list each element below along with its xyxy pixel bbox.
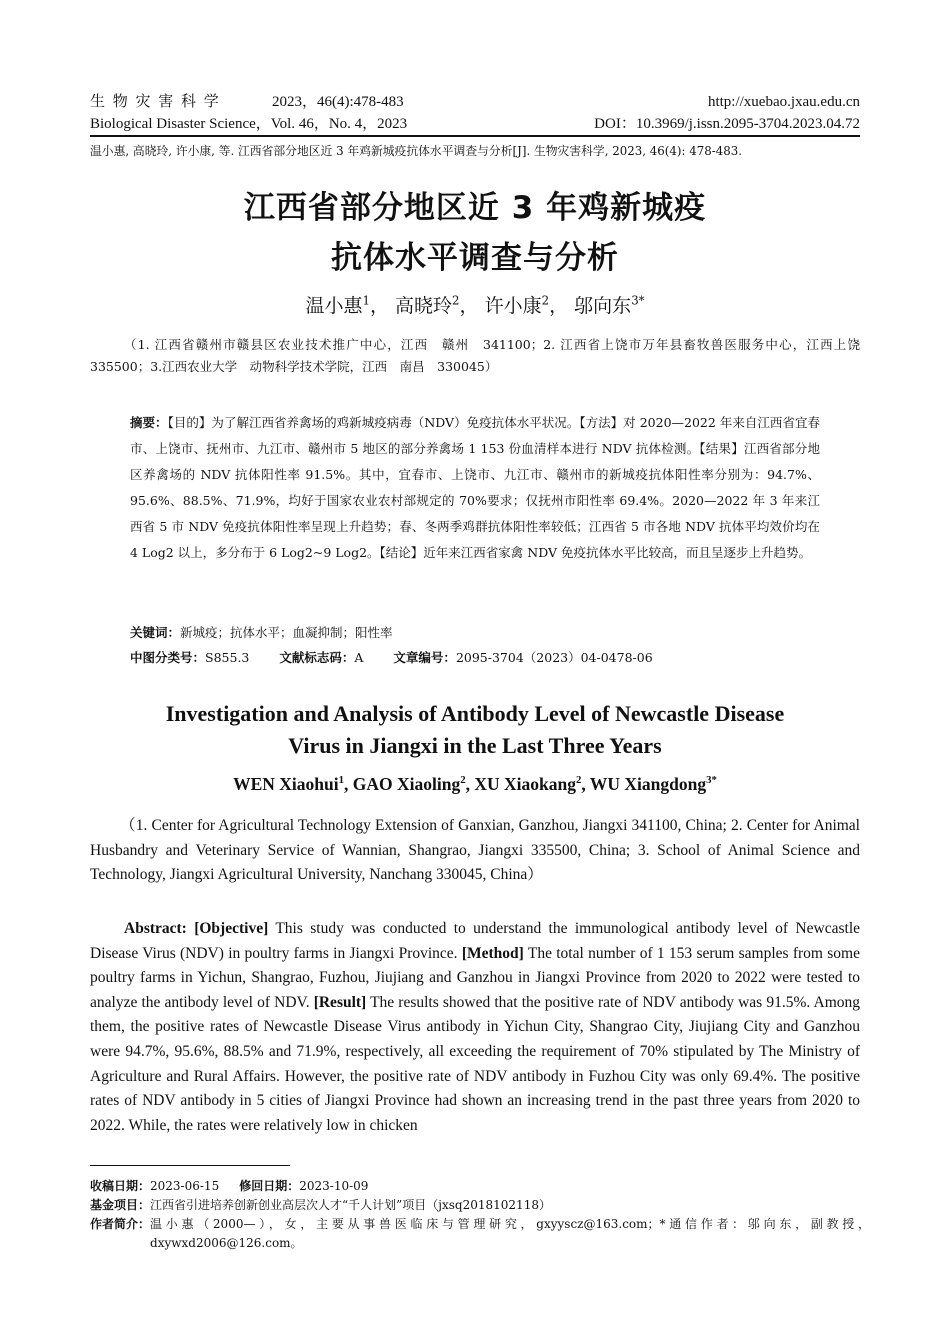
doi[interactable]: DOI：10.3969/j.issn.2095-3704.2023.04.72 xyxy=(594,116,860,132)
author-cn: 高晓玲$^2$， xyxy=(395,293,479,317)
article-no-value: 2095-3704（2023）04-0478-06 xyxy=(455,650,653,665)
objective-text: This study was conducted to understand the immunological antibody level of Newcastle Disease Virus (NDV) in poultry farms in Jiangxi Province. xyxy=(90,920,861,962)
abstract-en xyxy=(90,917,860,1138)
journal-name-en: Biological Disaster Science，Vol. 46，No. 4，2023 xyxy=(90,116,408,132)
author-en: WU Xiangdong$^{3*}$ xyxy=(589,774,717,794)
fund-line xyxy=(90,1196,870,1215)
journal-name-cn: 生 物 灾 害 科 学 xyxy=(90,94,221,110)
author-en: WEN Xiaohui$^1$, xyxy=(233,774,353,794)
author-cn: 许小康$^2$， xyxy=(484,293,569,317)
doc-code-label: 文献标志码： xyxy=(279,650,355,665)
authors-cn xyxy=(0,291,950,318)
dates-line xyxy=(90,1177,870,1196)
article-no-label: 文章编号： xyxy=(393,650,456,665)
title-en-line1: Investigation and Analysis of Antibody Level of Newcastle Disease xyxy=(165,701,785,726)
author-en: GAO Xiaoling$^2$, xyxy=(352,774,475,794)
affiliations-cn: （1. 江西省赣州市赣县区农业技术推广中心，江西 赣州 341100；2. 江西省上饶市万年县畜牧兽医服务中心，江西上饶 335500；3.江西农业大学 动物科学技术学院，江西 南昌 330045） xyxy=(90,337,873,374)
revised-label: 修回日期： xyxy=(239,1179,300,1193)
abstract-en-label: Abstract: xyxy=(124,920,187,937)
bio-line xyxy=(90,1215,870,1253)
title-cn-line2: 抗体水平调查与分析 xyxy=(331,240,619,276)
clc-label: 中图分类号： xyxy=(130,650,206,665)
classification-line xyxy=(130,645,820,671)
fund-text: 江西省引进培养创新创业高层次人才“千人计划”项目（jxsq2018102118） xyxy=(150,1198,551,1212)
abstract-cn-label: 摘要： xyxy=(130,415,168,430)
doc-code-value: A xyxy=(354,650,364,665)
received-label: 收稿日期： xyxy=(90,1179,151,1193)
abstract-cn xyxy=(130,410,820,566)
keywords-cn-text: 新城疫；抗体水平；血凝抑制；阳性率 xyxy=(180,625,393,640)
keywords-cn xyxy=(130,620,820,646)
fund-label: 基金项目： xyxy=(90,1198,151,1212)
author-cn: 温小惠$^1$， xyxy=(305,293,389,317)
method-label: [Method] xyxy=(461,944,524,962)
journal-url[interactable]: http://xuebao.jxau.edu.cn xyxy=(707,94,860,110)
revised-date: 2023-10-09 xyxy=(299,1179,369,1193)
objective-label: [Objective] xyxy=(194,920,269,937)
keywords-cn-label: 关键词： xyxy=(130,625,181,640)
author-cn: 邬向东$^{3*}$ xyxy=(574,293,645,317)
result-text: The results showed that the positive rate of NDV antibody was 91.5%. Among them, the positive rates of Newcastle Disease Virus antibody in Yichun City, Shangrao City, Jiujiang City and Ganzhou were 94.7%, 95.6%, 88.5% and 71.9%, respectively, all exceeding the requirement of 70% stipulated by The Ministry of Agriculture and Rural Affairs. However, the positive rate of NDV antibody in Fuzhou City was only 69.4%. The positive rates of NDV antibody in 5 cities of Jiangxi Province had shown an increasing trend in the past three years from 2020 to 2022. While, the rates were relatively low in chicken xyxy=(90,993,860,1134)
header-rule xyxy=(90,135,860,137)
abstract-cn-text: 【目的】为了解江西省养禽场的鸡新城疫病毒（NDV）免疫抗体水平状况。【方法】对 2020—2022 年来自江西省宜春市、上饶市、抚州市、九江市、赣州市 5 地区的部分养禽场 1 153 份血清样本进行 NDV 抗体检测。【结果】江西省部分地区养禽场的 NDV 抗体阳性率 91.5%。其中，宜春市、上饶市、九江市、赣州市的新城疫抗体阳性率分别为：94.7%、95.6%、88.5%、71.9%，均好于国家农业农村部规定的 70%要求；仅抚州市阳性率 69.4%。2020—2022 年 3 年来江西省 5 市 NDV 免疫抗体阳性率呈现上升趋势；春、冬两季鸡群抗体阳性率较低；江西省 5 市各地 NDV 抗体平均效价均在 4 Log2 以上，多分布于 6 Log2~9 Log2。【结论】近年来江西省家禽 NDV 免疫抗体水平比较高，而且呈逐步上升趋势。 xyxy=(130,415,820,560)
method-text: The total number of 1 153 serum samples from some poultry farms in Yichun, Shangrao, Fuzhou, Jiujiang and Ganzhou in Jiangxi Province from 2020 to 2022 were tested to analyze the antibody level of NDV. xyxy=(90,944,860,1011)
bio-text: 温小惠（2000—），女，主要从事兽医临床与管理研究，gxyyscz@163.com；*通信作者：邬向东，副教授，dxywxd2006@126.com。 xyxy=(150,1217,870,1250)
result-label: [Result] xyxy=(313,993,367,1011)
authors-en xyxy=(0,774,950,795)
footnote-rule xyxy=(90,1165,290,1166)
citation-line: 温小惠, 高晓玲, 许小康, 等. 江西省部分地区近 3 年鸡新城疫抗体水平调查与分析[J]. 生物灾害科学, 2023, 46(4): 478-483. xyxy=(90,144,742,158)
title-cn-line1: 江西省部分地区近 3 年鸡新城疫 xyxy=(243,190,707,226)
issue-info-cn: 2023，46(4):478-483 xyxy=(272,94,404,110)
clc-value: S855.3 xyxy=(205,650,250,665)
title-en-line2: Virus in Jiangxi in the Last Three Years xyxy=(288,733,662,758)
author-en: XU Xiaokang$^2$, xyxy=(474,774,590,794)
affiliations-en: （1. Center for Agricultural Technology Extension of Ganxian, Ganzhou, Jiangxi 341100, China; 2. Center for Animal Husbandry and Veterinary Service of Wannian, Shangrao, Jiangxi 335500, China; 3. School of Animal Science and Technology, Jiangxi Agricultural University, Nanchang 330045, China） xyxy=(90,817,860,884)
bio-label: 作者简介： xyxy=(90,1217,151,1231)
received-date: 2023-06-15 xyxy=(150,1179,220,1193)
